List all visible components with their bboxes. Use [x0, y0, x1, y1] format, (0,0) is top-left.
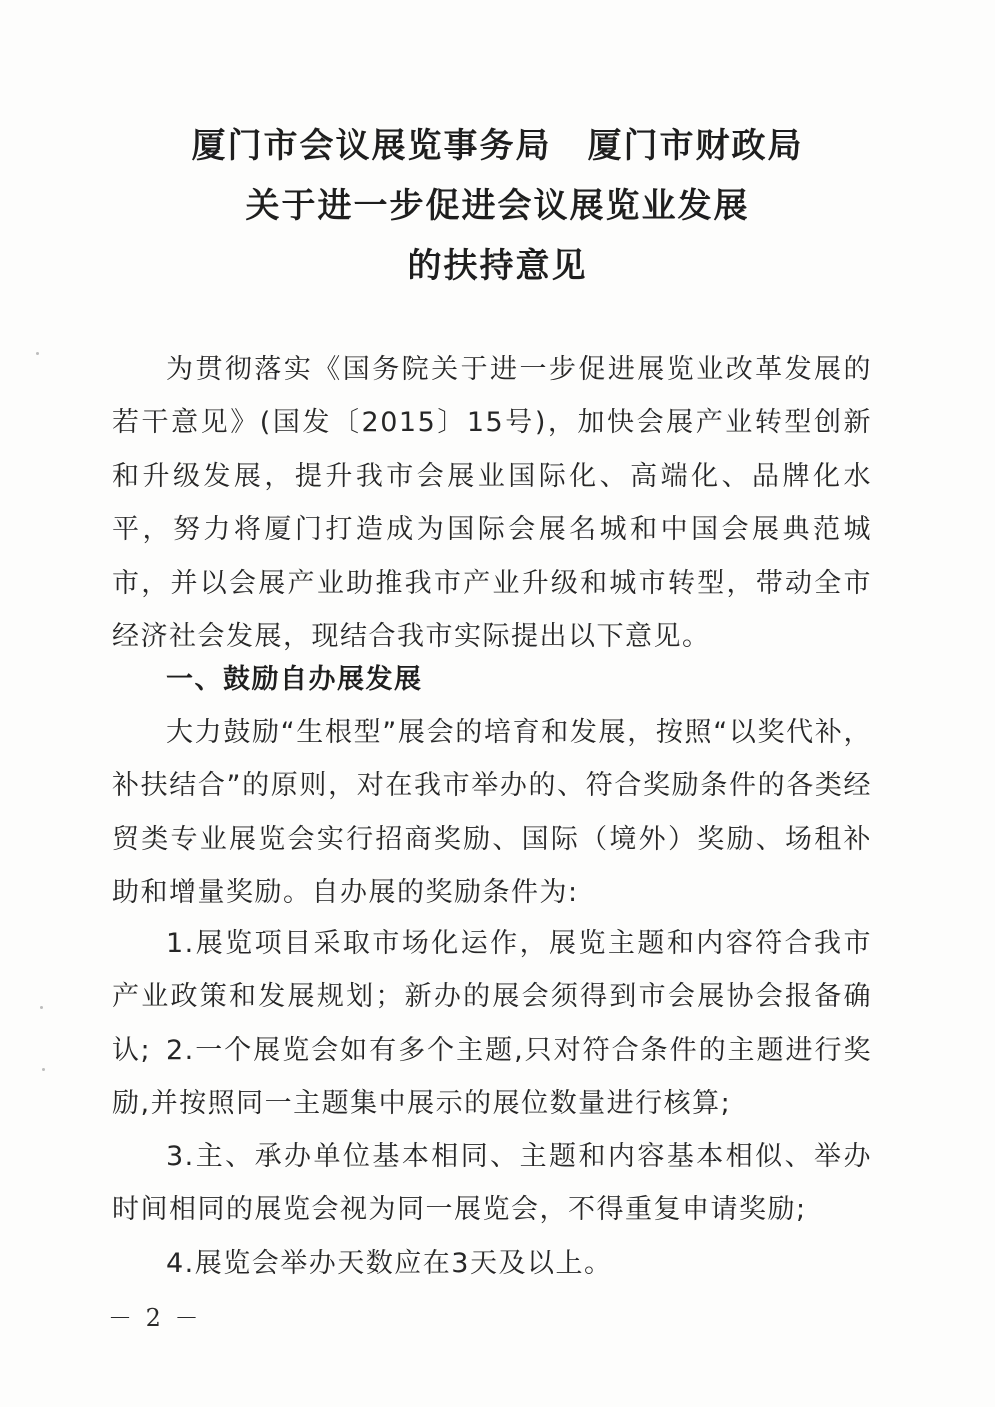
- condition-item-3: 3.主、承办单位基本相同、主题和内容基本相似、举办时间相同的展览会视为同一展览会，不得重复申请奖励;: [112, 1141, 872, 1226]
- page-number: － 2 －: [108, 1304, 202, 1332]
- intro-paragraph: 为贯彻落实《国务院关于进一步促进展览业改革发展的若干意见》(国发〔2015〕15号)，加快会展产业转型创新和升级发展，提升我市会展业国际化、高端化、品牌化水平，努力将厦门打造成为国际会展名城和中国会展典范城市，并以会展产业助推我市产业升级和城市转型，带动全市经济社会发展，现结合我市实际提出以下意见。: [112, 354, 872, 653]
- section-1-paragraph: 大力鼓励“生根型”展会的培育和发展，按照“以奖代补，补扶结合”的原则，对在我市举办的、符合奖励条件的各类经贸类专业展览会实行招商奖励、国际（境外）奖励、场租补助和增量奖励。自办展的奖励条件为:: [112, 717, 872, 909]
- section-heading-1: 一、鼓励自办展发展: [166, 664, 423, 695]
- document-title-line-3: 的扶持意见: [407, 246, 588, 286]
- condition-item-2: 2.一个展览会如有多个主题,只对符合条件的主题进行奖励,并按照同一主题集中展示的展位数量进行核算;: [112, 1035, 872, 1120]
- document-title-line-2: 关于进一步促进会议展览业发展: [245, 186, 750, 226]
- scan-speck: [40, 1006, 43, 1009]
- condition-item-1: 1.展览项目采取市场化运作，展览主题和内容符合我市产业政策和发展规划；新办的展会须得到市会展协会报备确认;: [112, 928, 872, 1066]
- scan-speck: [42, 1068, 45, 1071]
- document-title-line-1: 厦门市会议展览事务局 厦门市财政局: [191, 126, 804, 166]
- scan-speck: [36, 352, 39, 355]
- condition-item-4: 4.展览会举办天数应在3天及以上。: [166, 1248, 613, 1279]
